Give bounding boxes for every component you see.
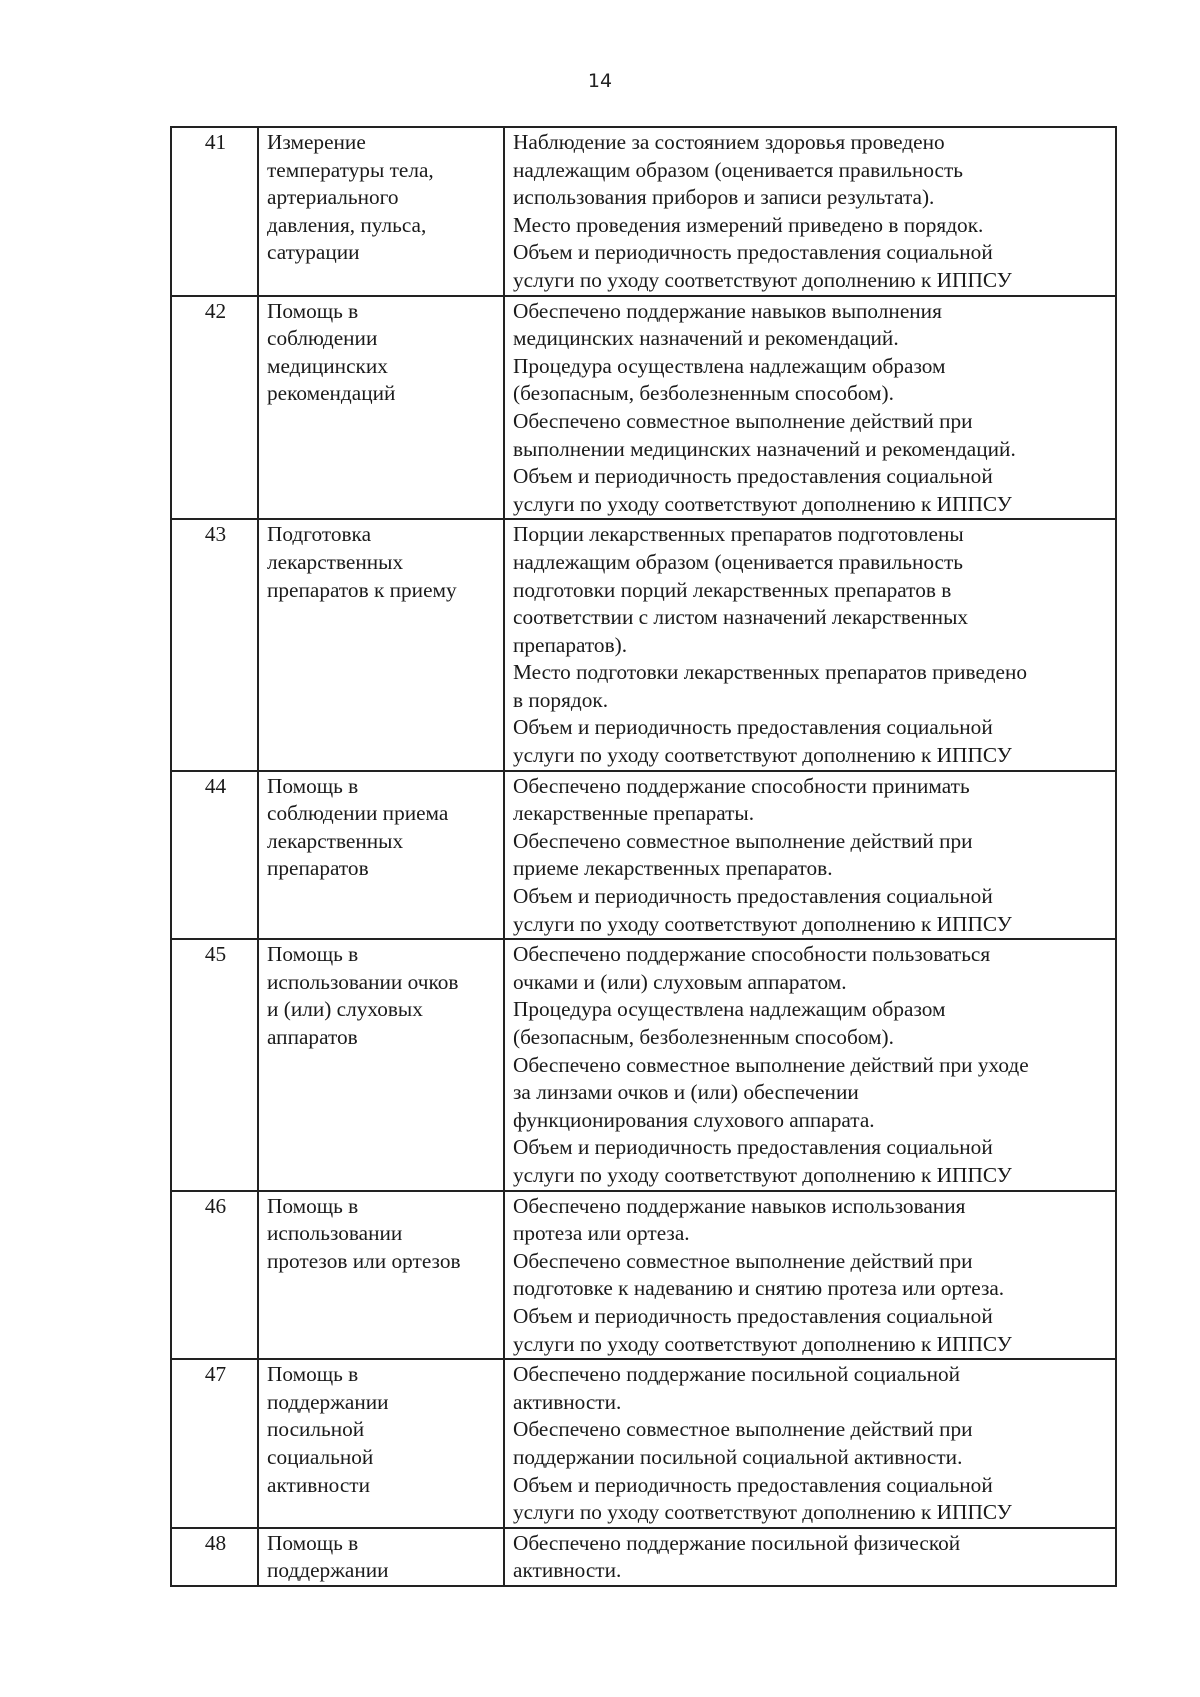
quality-criteria-cell (504, 127, 1116, 296)
quality-criteria-line: Обеспечено поддержание навыков выполнения (513, 298, 942, 323)
quality-criteria-line: Обеспечено совместное выполнение действий при (513, 828, 973, 853)
service-name-line: Измерение (267, 130, 366, 154)
quality-criteria-line: услуги по уходу соответствуют дополнению к ИППСУ (513, 1500, 1012, 1525)
quality-criteria-cell (504, 1359, 1116, 1528)
service-name-cell (258, 127, 504, 296)
row-number: 42 (171, 296, 258, 520)
quality-criteria-line: Обеспечено поддержание посильной физической (513, 1530, 961, 1555)
quality-criteria-line: услуги по уходу соответствуют дополнению к ИППСУ (513, 743, 1012, 768)
service-name-line: рекомендаций (267, 381, 396, 406)
quality-criteria-line: Объем и периодичность предоставления социальной (513, 1303, 993, 1328)
row-number: 43 (171, 519, 258, 770)
quality-criteria-line: подготовки порций лекарственных препаратов в (513, 577, 952, 602)
service-name-cell (258, 939, 504, 1190)
service-name-line: соблюдении (267, 326, 378, 351)
service-name-line: использовании (267, 1221, 403, 1246)
quality-criteria-cell (504, 771, 1116, 940)
quality-criteria-line: Объем и периодичность предоставления социальной (513, 1472, 993, 1497)
quality-criteria-line: Обеспечено поддержание способности пользоваться (513, 942, 991, 967)
quality-criteria-line: соответствии с листом назначений лекарственных (513, 605, 969, 630)
quality-criteria-line: Объем и периодичность предоставления социальной (513, 884, 993, 909)
quality-criteria-line: услуги по уходу соответствуют дополнению к ИППСУ (513, 1331, 1012, 1356)
quality-criteria-line: услуги по уходу соответствуют дополнению к ИППСУ (513, 491, 1012, 516)
quality-criteria-line: надлежащим образом (оценивается правильность (513, 157, 963, 182)
quality-criteria-line: Процедура осуществлена надлежащим образом (513, 997, 946, 1022)
quality-criteria-line: Обеспечено совместное выполнение действий при (513, 1417, 973, 1442)
quality-criteria-line: услуги по уходу соответствуют дополнению к ИППСУ (513, 267, 1012, 292)
table-row (171, 1191, 1116, 1360)
table-row (171, 939, 1116, 1190)
quality-criteria-line: Объем и периодичность предоставления социальной (513, 464, 993, 489)
quality-criteria-line: Процедура осуществлена надлежащим образом (513, 353, 946, 378)
service-name-line: поддержании (267, 1558, 389, 1583)
service-name-cell (258, 771, 504, 940)
quality-criteria-line: Обеспечено совместное выполнение действий при (513, 1248, 973, 1273)
quality-criteria-line: лекарственные препараты. (513, 801, 755, 826)
quality-criteria-line: услуги по уходу соответствуют дополнению к ИППСУ (513, 1162, 1012, 1187)
quality-criteria-line: услуги по уходу соответствуют дополнению к ИППСУ (513, 911, 1012, 936)
quality-criteria-line: (безопасным, безболезненным способом). (513, 1025, 894, 1049)
quality-criteria-line: функционирования слухового аппарата. (513, 1107, 875, 1132)
service-name-line: давления, пульса, (267, 212, 427, 237)
table-row (171, 1528, 1116, 1586)
quality-criteria-line: Наблюдение за состоянием здоровья проведено (513, 130, 945, 154)
service-name-line: артериального (267, 185, 399, 210)
quality-criteria-line: Объем и периодичность предоставления социальной (513, 240, 993, 265)
quality-criteria-line: Обеспечено поддержание навыков использования (513, 1193, 966, 1218)
row-number: 47 (171, 1359, 258, 1528)
row-number: 41 (171, 127, 258, 296)
service-name-line: аппаратов (267, 1025, 358, 1049)
service-name-cell (258, 1191, 504, 1360)
quality-criteria-line: медицинских назначений и рекомендаций. (513, 326, 899, 351)
quality-criteria-line: подготовке к надеванию и снятию протеза или ортеза. (513, 1276, 1005, 1301)
quality-criteria-line: протеза или ортеза. (513, 1221, 690, 1246)
quality-criteria-cell (504, 1528, 1116, 1586)
service-name-line: поддержании (267, 1389, 389, 1414)
quality-criteria-line: Обеспечено поддержание посильной социальной (513, 1362, 961, 1387)
quality-criteria-line: в порядок. (513, 687, 609, 712)
quality-criteria-line: надлежащим образом (оценивается правильность (513, 549, 963, 574)
service-name-line: Помощь в (267, 942, 359, 967)
service-name-line: Подготовка (267, 522, 372, 547)
service-name-line: препаратов (267, 856, 369, 881)
table-row (171, 127, 1116, 296)
row-number: 45 (171, 939, 258, 1190)
quality-criteria-line: Обеспечено поддержание способности принимать (513, 773, 970, 798)
service-name-line: Помощь в (267, 1530, 359, 1555)
service-name-line: лекарственных (267, 828, 404, 853)
service-name-line: активности (267, 1472, 371, 1497)
service-name-line: использовании очков (267, 969, 459, 994)
quality-criteria-line: очками и (или) слуховым аппаратом. (513, 969, 847, 994)
service-name-line: препаратов к приему (267, 577, 457, 602)
service-name-line: Помощь в (267, 1193, 359, 1218)
service-name-line: Помощь в (267, 298, 359, 323)
quality-criteria-cell (504, 1191, 1116, 1360)
table-row (171, 771, 1116, 940)
quality-criteria-line: активности. (513, 1389, 622, 1414)
services-table (170, 126, 1117, 1587)
table-row (171, 296, 1116, 520)
quality-criteria-line: поддержании посильной социальной активности. (513, 1444, 963, 1469)
service-name-line: Помощь в (267, 1362, 359, 1387)
quality-criteria-line: выполнении медицинских назначений и рекомендаций. (513, 436, 1016, 461)
quality-criteria-line: приеме лекарственных препаратов. (513, 856, 833, 881)
quality-criteria-line: использования приборов и записи результата). (513, 185, 935, 210)
table-body (171, 127, 1116, 1586)
service-name-line: сатурации (267, 240, 360, 265)
quality-criteria-cell (504, 296, 1116, 520)
service-name-line: посильной (267, 1417, 365, 1442)
service-name-line: протезов или ортезов (267, 1248, 461, 1273)
quality-criteria-line: препаратов). (513, 632, 628, 657)
service-name-line: социальной (267, 1444, 374, 1469)
row-number: 46 (171, 1191, 258, 1360)
quality-criteria-line: Место проведения измерений приведено в порядок. (513, 212, 984, 237)
quality-criteria-line: Обеспечено совместное выполнение действий при уходе (513, 1052, 1029, 1077)
quality-criteria-line: активности. (513, 1558, 622, 1583)
quality-criteria-line: Место подготовки лекарственных препаратов приведено (513, 660, 1027, 685)
quality-criteria-line: Обеспечено совместное выполнение действий при (513, 408, 973, 433)
row-number: 48 (171, 1528, 258, 1586)
quality-criteria-line: (безопасным, безболезненным способом). (513, 381, 894, 406)
service-name-cell (258, 296, 504, 520)
service-name-line: Помощь в (267, 773, 359, 798)
service-name-cell (258, 1359, 504, 1528)
quality-criteria-cell (504, 519, 1116, 770)
page-number: 14 (587, 70, 613, 92)
quality-criteria-line: Объем и периодичность предоставления социальной (513, 1135, 993, 1160)
quality-criteria-cell (504, 939, 1116, 1190)
table-row (171, 1359, 1116, 1528)
service-name-cell (258, 519, 504, 770)
quality-criteria-line: Объем и периодичность предоставления социальной (513, 715, 993, 740)
service-name-line: соблюдении приема (267, 801, 449, 826)
row-number: 44 (171, 771, 258, 940)
quality-criteria-line: Порции лекарственных препаратов подготовлены (513, 522, 964, 547)
service-name-line: лекарственных (267, 549, 404, 574)
service-name-line: медицинских (267, 353, 388, 378)
service-name-cell (258, 1528, 504, 1586)
table-row (171, 519, 1116, 770)
service-name-line: температуры тела, (267, 157, 434, 182)
quality-criteria-line: за линзами очков и (или) обеспечении (513, 1080, 859, 1105)
service-name-line: и (или) слуховых (267, 997, 423, 1022)
